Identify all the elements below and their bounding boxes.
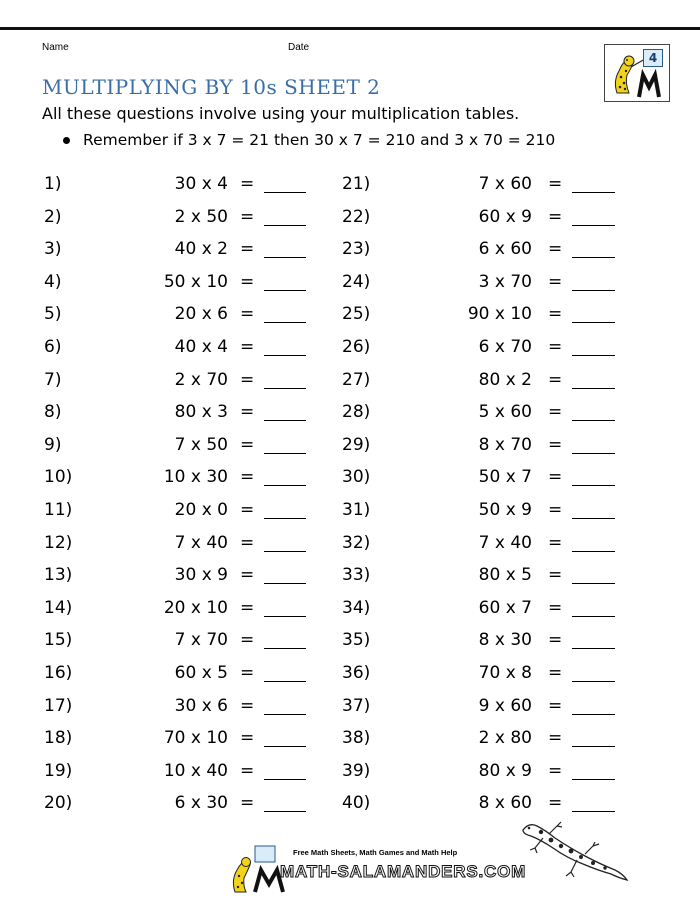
salamander-outline-icon xyxy=(515,818,630,888)
question-expression: 80 x 5 xyxy=(478,565,532,586)
grade-number: 4 xyxy=(643,49,663,67)
question-expression: 40 x 2 xyxy=(174,239,228,260)
footer-tagline: Free Math Sheets, Math Games and Math Help xyxy=(293,848,458,857)
answer-blank[interactable] xyxy=(264,307,306,323)
question-number: 26) xyxy=(342,336,371,357)
question-number: 35) xyxy=(342,630,371,651)
equals-sign: = xyxy=(548,467,563,488)
page-title: MULTIPLYING BY 10s SHEET 2 xyxy=(42,75,381,99)
equals-sign: = xyxy=(548,532,563,553)
question-expression: 2 x 70 xyxy=(174,369,228,390)
answer-blank[interactable] xyxy=(264,764,306,780)
question-number: 2) xyxy=(44,206,62,227)
equals-sign: = xyxy=(240,336,255,357)
remember-note xyxy=(63,131,555,149)
question-expression: 40 x 4 xyxy=(174,336,228,357)
question-expression: 8 x 30 xyxy=(478,630,532,651)
date-label: Date xyxy=(288,42,310,53)
question-expression: 7 x 40 xyxy=(478,532,532,553)
answer-blank[interactable] xyxy=(572,503,615,519)
question-number: 33) xyxy=(342,565,371,586)
question-expression: 6 x 60 xyxy=(478,239,532,260)
equals-sign: = xyxy=(548,304,563,325)
answer-blank[interactable] xyxy=(572,210,615,226)
equals-sign: = xyxy=(240,728,255,749)
answer-blank[interactable] xyxy=(264,731,306,747)
equals-sign: = xyxy=(548,728,563,749)
question-expression: 70 x 8 xyxy=(478,662,532,683)
question-number: 37) xyxy=(342,695,371,716)
equals-sign: = xyxy=(240,793,255,814)
answer-blank[interactable] xyxy=(264,177,306,193)
question-number: 16) xyxy=(44,662,73,683)
question-number: 11) xyxy=(44,499,73,520)
question-expression: 60 x 7 xyxy=(478,597,532,618)
equals-sign: = xyxy=(548,597,563,618)
question-expression: 30 x 6 xyxy=(174,695,228,716)
question-expression: 2 x 50 xyxy=(174,206,228,227)
question-number: 5) xyxy=(44,304,62,325)
equals-sign: = xyxy=(240,304,255,325)
answer-blank[interactable] xyxy=(572,666,615,682)
equals-sign: = xyxy=(240,271,255,292)
question-expression: 80 x 2 xyxy=(478,369,532,390)
equals-sign: = xyxy=(548,239,563,260)
question-number: 3) xyxy=(44,239,62,260)
equals-sign: = xyxy=(240,662,255,683)
equals-sign: = xyxy=(240,402,255,423)
question-number: 13) xyxy=(44,565,73,586)
equals-sign: = xyxy=(548,434,563,455)
question-expression: 90 x 10 xyxy=(467,304,532,325)
equals-sign: = xyxy=(240,597,255,618)
footer-brand: MATH-SALAMANDERS.COM xyxy=(280,862,527,881)
equals-sign: = xyxy=(548,695,563,716)
answer-blank[interactable] xyxy=(572,275,615,291)
question-number: 22) xyxy=(342,206,371,227)
equals-sign: = xyxy=(240,760,255,781)
equals-sign: = xyxy=(548,206,563,227)
question-number: 6) xyxy=(44,336,62,357)
equals-sign: = xyxy=(548,760,563,781)
answer-blank[interactable] xyxy=(264,601,306,617)
answer-blank[interactable] xyxy=(572,242,615,258)
question-number: 4) xyxy=(44,271,62,292)
question-expression: 7 x 50 xyxy=(174,434,228,455)
answer-blank[interactable] xyxy=(264,666,306,682)
answer-blank[interactable] xyxy=(264,275,306,291)
answer-blank[interactable] xyxy=(572,536,615,552)
answer-blank[interactable] xyxy=(264,699,306,715)
answer-blank[interactable] xyxy=(572,307,615,323)
equals-sign: = xyxy=(240,695,255,716)
question-expression: 50 x 7 xyxy=(478,467,532,488)
equals-sign: = xyxy=(548,565,563,586)
question-expression: 20 x 6 xyxy=(174,304,228,325)
question-number: 1) xyxy=(44,174,62,194)
question-number: 15) xyxy=(44,630,73,651)
answer-blank[interactable] xyxy=(572,796,615,812)
equals-sign: = xyxy=(548,369,563,390)
question-number: 12) xyxy=(44,532,73,553)
question-expression: 8 x 60 xyxy=(478,793,532,814)
question-number: 10) xyxy=(44,467,73,488)
equals-sign: = xyxy=(240,467,255,488)
equals-sign: = xyxy=(548,336,563,357)
answer-blank[interactable] xyxy=(572,568,615,584)
remember-text: Remember if 3 x 7 = 21 then 30 x 7 = 210 and 3 x 70 = 210 xyxy=(83,131,556,149)
question-number: 39) xyxy=(342,760,371,781)
answer-blank[interactable] xyxy=(572,438,615,454)
question-number: 17) xyxy=(44,695,73,716)
question-expression: 8 x 70 xyxy=(478,434,532,455)
answer-blank[interactable] xyxy=(572,177,615,193)
question-number: 25) xyxy=(342,304,371,325)
answer-blank[interactable] xyxy=(264,438,306,454)
question-expression: 20 x 0 xyxy=(174,499,228,520)
question-expression: 20 x 10 xyxy=(163,597,228,618)
question-expression: 30 x 4 xyxy=(174,174,228,194)
question-expression: 7 x 60 xyxy=(478,174,532,194)
answer-blank[interactable] xyxy=(572,470,615,486)
answer-blank[interactable] xyxy=(264,373,306,389)
salamander-grade-badge-icon xyxy=(604,44,670,102)
equals-sign: = xyxy=(548,662,563,683)
answer-blank[interactable] xyxy=(264,796,306,812)
question-number: 18) xyxy=(44,728,73,749)
equals-sign: = xyxy=(240,174,255,194)
equals-sign: = xyxy=(240,630,255,651)
answer-blank[interactable] xyxy=(264,536,306,552)
question-expression: 50 x 10 xyxy=(163,271,228,292)
question-number: 8) xyxy=(44,402,62,423)
equals-sign: = xyxy=(548,499,563,520)
answer-blank[interactable] xyxy=(264,633,306,649)
equals-sign: = xyxy=(240,565,255,586)
name-label: Name xyxy=(42,42,69,53)
question-expression: 6 x 70 xyxy=(478,336,532,357)
equals-sign: = xyxy=(548,271,563,292)
question-number: 19) xyxy=(44,760,73,781)
question-expression: 80 x 3 xyxy=(174,402,228,423)
question-number: 20) xyxy=(44,793,73,814)
question-expression: 50 x 9 xyxy=(478,499,532,520)
answer-blank[interactable] xyxy=(572,764,615,780)
question-expression: 10 x 30 xyxy=(163,467,228,488)
question-expression: 3 x 70 xyxy=(478,271,532,292)
equals-sign: = xyxy=(548,793,563,814)
equals-sign: = xyxy=(548,174,563,194)
question-number: 21) xyxy=(342,174,371,194)
question-expression: 6 x 30 xyxy=(174,793,228,814)
question-number: 40) xyxy=(342,793,371,814)
equals-sign: = xyxy=(240,369,255,390)
equals-sign: = xyxy=(548,630,563,651)
answer-blank[interactable] xyxy=(572,405,615,421)
answer-blank[interactable] xyxy=(264,405,306,421)
equals-sign: = xyxy=(240,434,255,455)
question-number: 7) xyxy=(44,369,62,390)
question-expression: 9 x 60 xyxy=(478,695,532,716)
answer-blank[interactable] xyxy=(572,731,615,747)
equals-sign: = xyxy=(548,402,563,423)
answer-blank[interactable] xyxy=(264,503,306,519)
question-number: 9) xyxy=(44,434,62,455)
question-number: 23) xyxy=(342,239,371,260)
top-rule xyxy=(0,27,700,30)
question-expression: 5 x 60 xyxy=(478,402,532,423)
question-expression: 70 x 10 xyxy=(163,728,228,749)
question-expression: 2 x 80 xyxy=(478,728,532,749)
question-number: 24) xyxy=(342,271,371,292)
answer-blank[interactable] xyxy=(264,242,306,258)
answer-blank[interactable] xyxy=(264,210,306,226)
answer-blank[interactable] xyxy=(572,633,615,649)
question-expression: 60 x 9 xyxy=(478,206,532,227)
answer-blank[interactable] xyxy=(572,601,615,617)
question-number: 34) xyxy=(342,597,371,618)
answer-blank[interactable] xyxy=(264,470,306,486)
question-expression: 80 x 9 xyxy=(478,760,532,781)
question-number: 38) xyxy=(342,728,371,749)
answer-blank[interactable] xyxy=(264,340,306,356)
question-number: 14) xyxy=(44,597,73,618)
answer-blank[interactable] xyxy=(264,568,306,584)
question-expression: 60 x 5 xyxy=(174,662,228,683)
answer-blank[interactable] xyxy=(572,373,615,389)
question-number: 32) xyxy=(342,532,371,553)
intro-text: All these questions involve using your multiplication tables. xyxy=(42,104,520,123)
equals-sign: = xyxy=(240,206,255,227)
question-number: 29) xyxy=(342,434,371,455)
question-expression: 10 x 40 xyxy=(163,760,228,781)
equals-sign: = xyxy=(240,499,255,520)
question-expression: 30 x 9 xyxy=(174,565,228,586)
question-expression: 7 x 70 xyxy=(174,630,228,651)
answer-blank[interactable] xyxy=(572,340,615,356)
question-number: 36) xyxy=(342,662,371,683)
question-number: 31) xyxy=(342,499,371,520)
question-number: 28) xyxy=(342,402,371,423)
question-number: 30) xyxy=(342,467,371,488)
question-number: 27) xyxy=(342,369,371,390)
equals-sign: = xyxy=(240,239,255,260)
equals-sign: = xyxy=(240,532,255,553)
answer-blank[interactable] xyxy=(572,699,615,715)
question-expression: 7 x 40 xyxy=(174,532,228,553)
bullet-icon xyxy=(63,137,70,144)
